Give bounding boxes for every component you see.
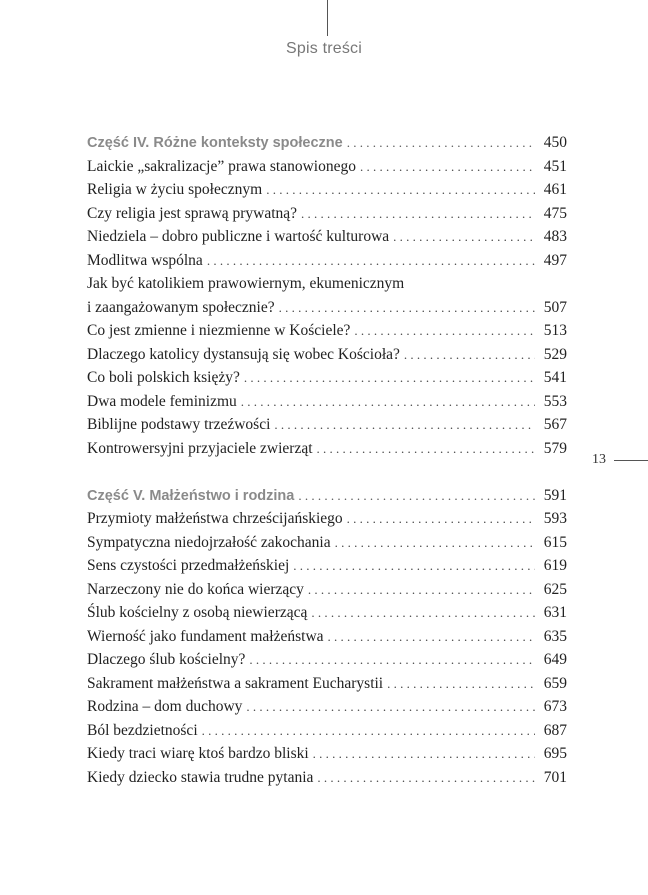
leader-dots	[266, 178, 535, 202]
toc-section-part-v	[87, 484, 567, 790]
leader-dots	[274, 413, 535, 437]
toc-entry-page: 659	[543, 674, 567, 692]
toc-entry-page: 529	[543, 345, 567, 363]
toc-entry-title-line1: Jak być katolikiem prawowiernym, ekumenicznym	[87, 275, 405, 292]
toc-entry-page: 593	[543, 510, 567, 527]
toc-entry-page: 579	[543, 439, 567, 457]
page-folio	[592, 452, 648, 468]
leader-dots	[404, 343, 535, 367]
toc-entry[interactable]	[87, 319, 567, 343]
toc-entry[interactable]	[87, 648, 567, 672]
section-heading-title: Część IV. Różne konteksty społeczne	[87, 135, 343, 151]
toc-entry-page: 475	[543, 204, 567, 222]
toc-entry[interactable]	[87, 554, 567, 578]
toc-entry-title: Czy religia jest sprawą prywatną?	[87, 204, 298, 222]
toc-entry[interactable]	[87, 437, 567, 461]
toc-entry[interactable]	[87, 719, 567, 743]
leader-dots	[387, 672, 535, 696]
running-head: Spis treści	[286, 40, 362, 57]
toc-entry-title: Narzeczony nie do końca wierzący	[87, 580, 304, 598]
toc-entry[interactable]	[87, 531, 567, 555]
toc-entry-title: Kiedy dziecko stawia trudne pytania	[87, 768, 314, 786]
toc-entry-page: 567	[543, 416, 567, 433]
leader-dots	[249, 648, 535, 672]
toc-entry-title: Kiedy traci wiarę ktoś bardzo bliski	[87, 745, 309, 762]
section-heading[interactable]	[87, 131, 567, 155]
section-heading-title: Część V. Małżeństwo i rodzina	[87, 487, 295, 504]
leader-dots	[244, 366, 535, 390]
toc-entry-title: Ślub kościelny z osobą niewierzącą	[87, 604, 308, 621]
leader-dots	[393, 225, 535, 249]
toc-entry-title: Laickie „sakralizacje” prawa stanowionego	[87, 157, 356, 175]
toc-entry-page: 701	[543, 768, 567, 786]
leader-dots	[241, 390, 535, 414]
toc-entry-page: 541	[543, 369, 567, 386]
toc-entry-title: Dwa modele feminizmu	[87, 392, 237, 410]
toc-entry-title: Dlaczego katolicy dystansują się wobec Kościoła?	[87, 345, 400, 363]
toc-entry-title: Religia w życiu społecznym	[87, 181, 263, 198]
toc-entry[interactable]	[87, 366, 567, 390]
toc-entry[interactable]	[87, 413, 567, 437]
leader-dots	[207, 249, 535, 273]
toc-entry-page: 483	[543, 228, 567, 245]
toc-entry-page: 461	[543, 181, 567, 198]
toc-entry[interactable]	[87, 155, 567, 179]
toc-entry-page: 497	[543, 251, 567, 269]
toc-entry-page: 513	[543, 322, 567, 339]
toc-entry-title: Kontrowersyjni przyjaciele zwierząt	[87, 439, 313, 457]
toc-entry[interactable]	[87, 578, 567, 602]
toc-entry-title: Rodzina – dom duchowy	[87, 698, 243, 715]
leader-dots	[335, 531, 535, 555]
leader-dots	[360, 155, 535, 179]
toc-entry-page: 507	[543, 298, 567, 316]
toc-entry-first-line[interactable]	[87, 272, 567, 296]
leader-dots	[317, 437, 535, 461]
toc-entry-title: Sympatyczna niedojrzałość zakochania	[87, 533, 331, 551]
toc-entry-title: Modlitwa wspólna	[87, 251, 203, 269]
toc-entry-title: Niedziela – dobro publiczne i wartość kulturowa	[87, 228, 390, 245]
leader-dots	[354, 319, 535, 343]
toc-entry-title: Co jest zmienne i niezmienne w Kościele?	[87, 322, 351, 339]
toc-entry-page: 673	[543, 698, 567, 715]
toc-entry-title: Co boli polskich księży?	[87, 369, 240, 386]
toc-entry-title: Dlaczego ślub kościelny?	[87, 651, 246, 668]
toc-entry[interactable]	[87, 742, 567, 766]
toc-entry[interactable]	[87, 625, 567, 649]
toc-entry[interactable]	[87, 601, 567, 625]
toc-entry[interactable]	[87, 343, 567, 367]
toc-entry-title: Wierność jako fundament małżeństwa	[87, 627, 324, 645]
toc-entry-page: 631	[543, 604, 567, 621]
leader-dots	[347, 131, 535, 155]
toc-entry[interactable]	[87, 695, 567, 719]
toc-entry[interactable]	[87, 225, 567, 249]
toc-entry-page: 687	[543, 721, 567, 739]
toc-entry-title: Sakrament małżeństwa a sakrament Eucharystii	[87, 674, 384, 692]
toc-entry-page: 695	[543, 745, 567, 762]
top-vertical-rule	[327, 0, 328, 36]
section-heading-page: 591	[543, 486, 567, 504]
toc-entry[interactable]	[87, 766, 567, 790]
toc-entry[interactable]	[87, 672, 567, 696]
toc-entry-page: 649	[543, 651, 567, 668]
toc-entry[interactable]	[87, 390, 567, 414]
folio-rule	[614, 460, 648, 461]
section-heading-page: 450	[543, 134, 567, 151]
leader-dots	[279, 296, 535, 320]
leader-dots	[317, 766, 535, 790]
toc-entry[interactable]	[87, 178, 567, 202]
toc-entry[interactable]	[87, 507, 567, 531]
leader-dots	[293, 554, 535, 578]
toc-entry-title: Ból bezdzietności	[87, 721, 198, 739]
toc-entry-page: 553	[543, 392, 567, 410]
page-number: 13	[592, 452, 606, 467]
toc-entry[interactable]	[87, 202, 567, 226]
table-of-contents	[87, 131, 567, 789]
toc-entry-title: i zaangażowanym społecznie?	[87, 298, 275, 316]
toc-entry[interactable]	[87, 296, 567, 320]
leader-dots	[202, 719, 535, 743]
leader-dots	[246, 695, 535, 719]
toc-entry-title: Przymioty małżeństwa chrześcijańskiego	[87, 510, 343, 527]
leader-dots	[301, 202, 535, 226]
toc-entry-page: 619	[543, 557, 567, 574]
toc-entry-title: Sens czystości przedmałżeńskiej	[87, 557, 290, 574]
leader-dots	[311, 601, 535, 625]
toc-entry-title: Biblijne podstawy trzeźwości	[87, 416, 271, 433]
section-heading[interactable]	[87, 484, 567, 508]
leader-dots	[298, 484, 535, 508]
leader-dots	[328, 625, 535, 649]
toc-entry-page: 625	[543, 580, 567, 598]
toc-entry[interactable]	[87, 249, 567, 273]
leader-dots	[308, 578, 535, 602]
toc-entry-page: 451	[543, 157, 567, 175]
leader-dots	[347, 507, 535, 531]
leader-dots	[313, 742, 535, 766]
toc-entry-page: 635	[543, 627, 567, 645]
toc-entry-page: 615	[543, 533, 567, 551]
toc-section-part-iv	[87, 131, 567, 460]
